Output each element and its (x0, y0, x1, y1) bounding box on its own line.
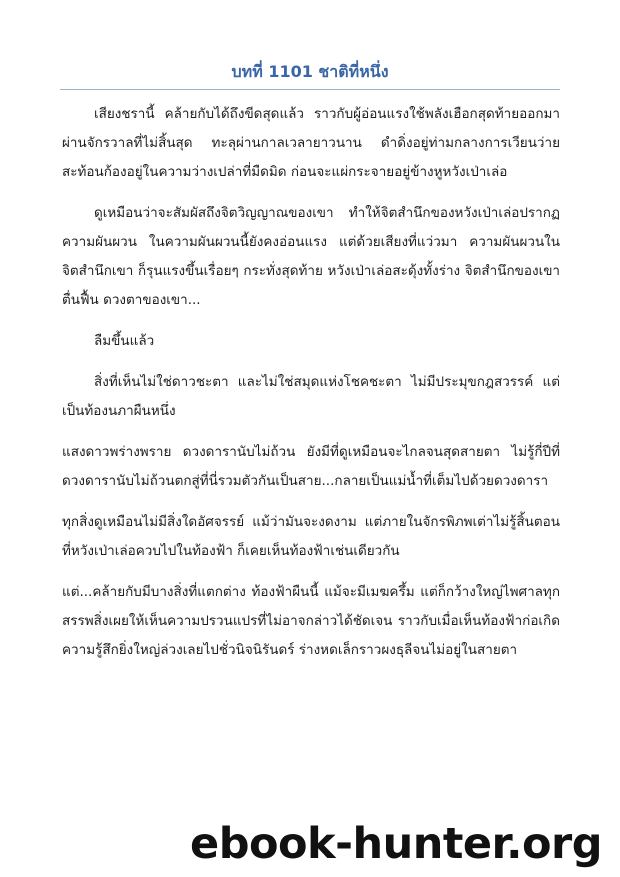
paragraph-7: แต่...คล้ายกับมีบางสิ่งที่แตกต่าง ท้องฟ้าผืนนี้ แม้จะมีเมฆครึ้ม แต่ก็กว้างใหญ่ไพศาลทุกสรรพสิ่งเผยให้เห็นความปรวนแปรที่ไม่อาจกล่าวได้ชัดเจน ราวกับเมื่อเห็นท้องฟ้าก่อเกิดความรู้สึกยิ่งใหญ่ล่วงเลยไปชั่วนิจนิรันดร์ ร่างหดเล็กราวผงธุลีจนไม่อยู่ในสายตา (62, 584, 560, 658)
paragraph-3: ลืมขึ้นแล้ว (94, 333, 155, 349)
paragraph-6: ทุกสิ่งดูเหมือนไม่มีสิ่งใดอัศจรรย์ แม้ว่ามันจะงดงาม แต่ภายในจักรพิภพเต่าไม่รู้สิ้นตอนที่หวังเป่าเล่อควบไปในท้องฟ้า ก็เคยเห็นท้องฟ้าเช่นเดียวกัน (62, 514, 560, 559)
paragraph-2: ดูเหมือนว่าจะสัมผัสถึงจิตวิญญาณของเขา ทำให้จิตสำนึกของหวังเป่าเล่อปรากฏความผันผวน ในความผันผวนนี้ยังคงอ่อนแรง แต่ด้วยเสียงที่แว่วมา ความผันผวนในจิตสำนึกเขา ก็รุนแรงขึ้นเรื่อยๆ กระทั่งสุดท้าย หวังเป่าเล่อสะดุ้งทั้งร่าง จิตสำนึกของเขาตื่นฟื้น ดวงตาของเขา... (62, 205, 560, 308)
chapter-body (62, 100, 560, 677)
title-divider (60, 89, 560, 90)
watermark: ebook-hunter.org (190, 819, 602, 869)
chapter-title: บทที่ 1101 ชาติที่หนึ่ง (231, 62, 389, 81)
paragraph-1: เสียงชรานี้ คล้ายกับได้ถึงขีดสุดแล้ว ราวกับผู้อ่อนแรงใช้พลังเฮือกสุดท้ายออกมา ผ่านจักรวาลที่ไม่สิ้นสุด ทะลุผ่านกาลเวลายาวนาน ดำดิ่งอยู่ท่ามกลางการเวียนว่ายสะท้อนก้องอยู่ในความว่างเปล่าที่มืดมิด ก่อนจะแผ่กระจายอยู่ข้างหูหวังเป่าเล่อ (62, 106, 560, 180)
paragraph-5: แสงดาวพร่างพราย ดวงดารานับไม่ถ้วน ยังมีที่ดูเหมือนจะไกลจนสุดสายตา ไม่รู้กี่ปีที่ดวงดารานับไม่ถ้วนตกสู่ที่นี่รวมตัวกันเป็นสาย...กลายเป็นแม่น้ำที่เต็มไปด้วยดวงดารา (62, 444, 560, 489)
paragraph-4: สิ่งที่เห็นไม่ใช่ดาวชะตา และไม่ใช่สมุดแห่งโชคชะตา ไม่มีประมุขกฎสวรรค์ แต่เป็นท้องนภาผืนหนึ่ง (62, 374, 560, 419)
